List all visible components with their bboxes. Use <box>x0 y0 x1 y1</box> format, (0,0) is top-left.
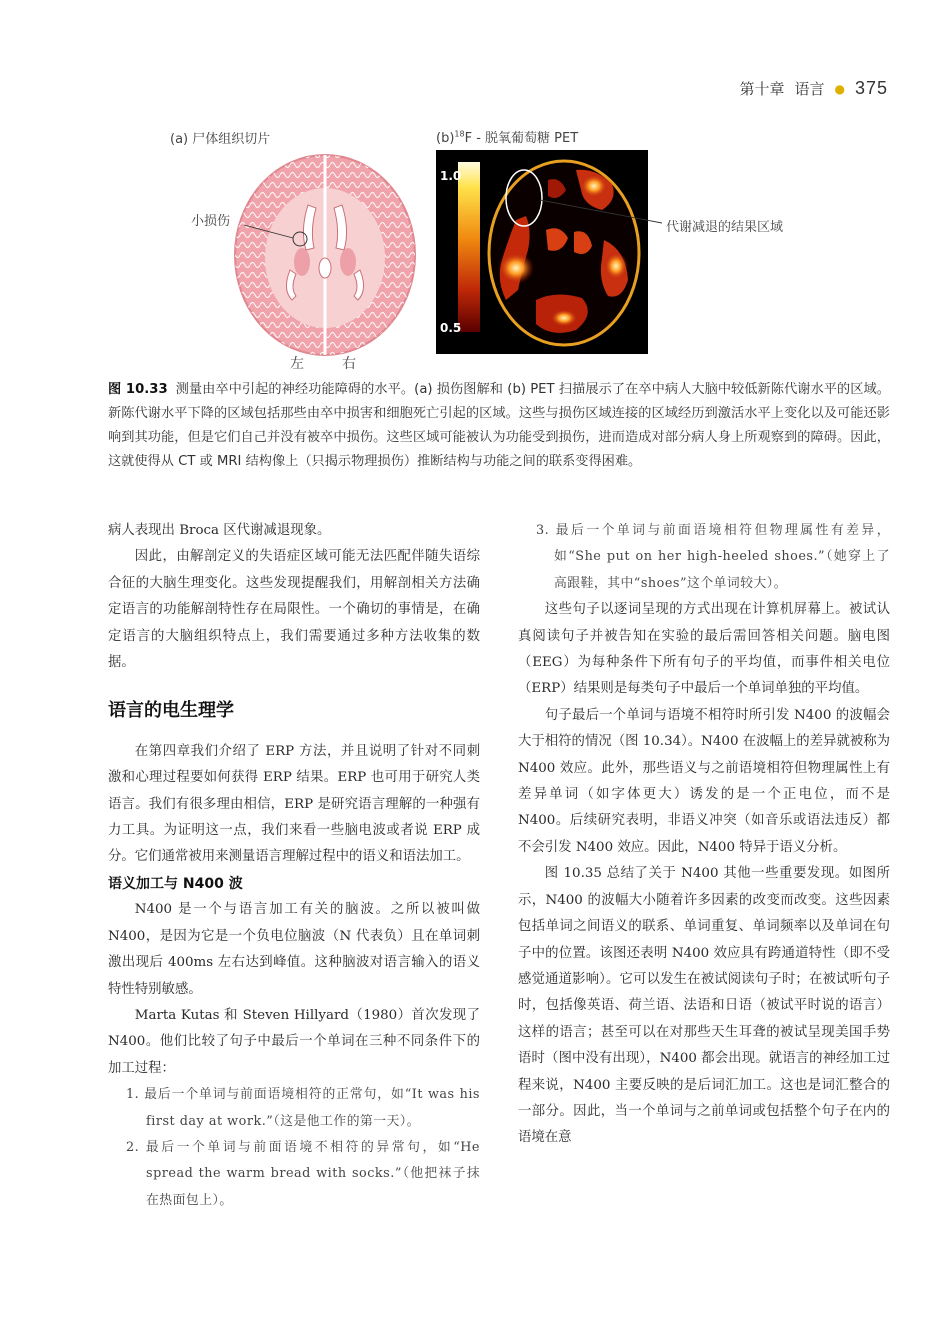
list-item: 3. 最后一个单词与前面语境相符但物理属性有差异，如“She put on her high-heeled shoes.”（她穿上了高跟鞋，其中“shoes”这个单词较大）。 <box>536 523 890 591</box>
scale-min-label: 0.5 <box>440 321 462 335</box>
scale-max-label: 1.0 <box>440 169 462 183</box>
left-hemisphere-label: 左 <box>290 356 304 372</box>
panel-b-label: $(b)^{18}F$ - 脱氧葡萄糖 PET <box>436 129 579 146</box>
brain-slice-illustration <box>230 150 420 360</box>
right-column <box>518 518 890 1152</box>
panel-a-label: (a) 尸体组织切片 <box>170 132 271 147</box>
list-item: 1. 最后一个单词与前面语境相符的正常句，如“It was his first day at work.”（这是他工作的第一天）。 <box>126 1087 480 1129</box>
metabolic-region-label: 代谢减退的结果区域 <box>666 220 784 235</box>
caption-number: 图 10.33 <box>108 382 168 397</box>
page-number: 375 <box>854 78 888 98</box>
subsection-heading: 语义加工与 N400 波 <box>108 875 243 892</box>
list-item: 2. 最后一个单词与前面语境不相符的异常句，如“He spread the warm bread with socks.”（他把袜子抹在热面包上）。 <box>126 1139 480 1208</box>
right-hemisphere-label: 右 <box>342 356 356 372</box>
paragraph: 句子最后一个单词与语境不相符时所引发 N400 的波幅会大于相符的情况（图 10.34）。N400 在波幅上的差异就被称为 N400 效应。此外，那些语义与之前语境相符但物理属性上有差异单词（如字体更大）诱发的是一个正电位，而不是 N400。后续研究表明，非语义冲突（如音乐或语法违反）都不会引发 N400 效应。因此，N400 特异于语义分析。 <box>518 707 891 855</box>
chapter-title: 语言 <box>794 80 825 98</box>
paragraph: 病人表现出 Broca 区代谢减退现象。 <box>108 523 331 538</box>
paragraph: Marta Kutas 和 Steven Hillyard（1980）首次发现了 N400。他们比较了句子中最后一个单词在三种不同条件下的加工过程： <box>108 1007 480 1076</box>
paragraph: 在第四章我们介绍了 ERP 方法，并且说明了针对不同刺激和心理过程要如何获得 ERP 结果。ERP 也可用于研究人类语言。我们有很多理由相信，ERP 是研究语言理解的一种强有力工具。为证明这一点，我们来看一些脑电波或者说 ERP 成分。它们通常被用来测量语言理解过程中的语义和语法加工。 <box>108 743 480 865</box>
color-scale-bar <box>458 162 480 332</box>
caption-text: 测量由卒中引起的神经功能障碍的水平。(a) 损伤图解和 (b) PET 扫描展示了在卒中病人大脑中较低新陈代谢水平的区域。新陈代谢水平下降的区域包括那些由卒中损害和细胞死亡引起的区域。这些与损伤区域连接的区域经历到激活水平上变化以及可能还影响到其功能，但是它们自己并没有被卒中损伤。这些区域可能被认为功能受到损伤，进而造成对部分病人身上所观察到的障碍。因此，这就使得从 CT 或 MRI 结构像上（只揭示物理损伤）推断结构与功能之间的联系变得困难。 <box>108 382 890 469</box>
section-heading: 语言的电生理学 <box>108 700 234 722</box>
pet-scan-image <box>436 150 648 354</box>
figure-caption <box>108 378 890 474</box>
paragraph: N400 是一个与语言加工有关的脑波。之所以被叫做 N400，是因为它是一个负电位脑波（N 代表负）且在单词刺激出现后 400ms 左右达到峰值。这种脑波对语言输入的语义特性特别敏感。 <box>108 902 480 997</box>
paragraph: 这些句子以逐词呈现的方式出现在计算机屏幕上。被试认真阅读句子并被告知在实验的最后需回答相关问题。脑电图（EEG）为每种条件下所有句子的平均值，而事件相关电位（ERP）结果则是每类句子中最后一个单词单独的平均值。 <box>518 602 890 697</box>
running-header <box>739 78 888 99</box>
bullet-icon: ● <box>834 81 845 96</box>
paragraph: 图 10.35 总结了关于 N400 其他一些重要发现。如图所示，N400 的波幅大小随着许多因素的改变而改变。这些因素包括单词之间语义的联系、单词重复、单词频率以及单词在句子中的位置。该图还表明 N400 效应具有跨通道特性（即不受感觉通道影响）。它可以发生在被试阅读句子时；在被试听句子时，包括像英语、荷兰语、法语和日语（被试平时说的语言）这样的语言；甚至可以在对那些天生耳聋的被试呈现美国手势语时（图中没有出现），N400 都会出现。就语言的神经加工过程来说，N400 主要反映的是后词汇加工。这也是词汇整合的一部分。因此，当一个单词与之前单词或包括整个句子在内的语境在意 <box>518 866 890 1146</box>
chapter-label: 第十章 <box>739 80 785 98</box>
left-column <box>108 518 480 1214</box>
paragraph: 因此，由解剖定义的失语症区域可能无法匹配伴随失语综合征的大脑生理变化。这些发现提醒我们，用解剖相关方法确定语言的功能解剖特性存在局限性。一个确切的事情是，在确定语言的大脑组织特点上，我们需要通过多种方法收集的数据。 <box>108 549 480 671</box>
lesion-label: 小损伤 <box>191 214 231 229</box>
